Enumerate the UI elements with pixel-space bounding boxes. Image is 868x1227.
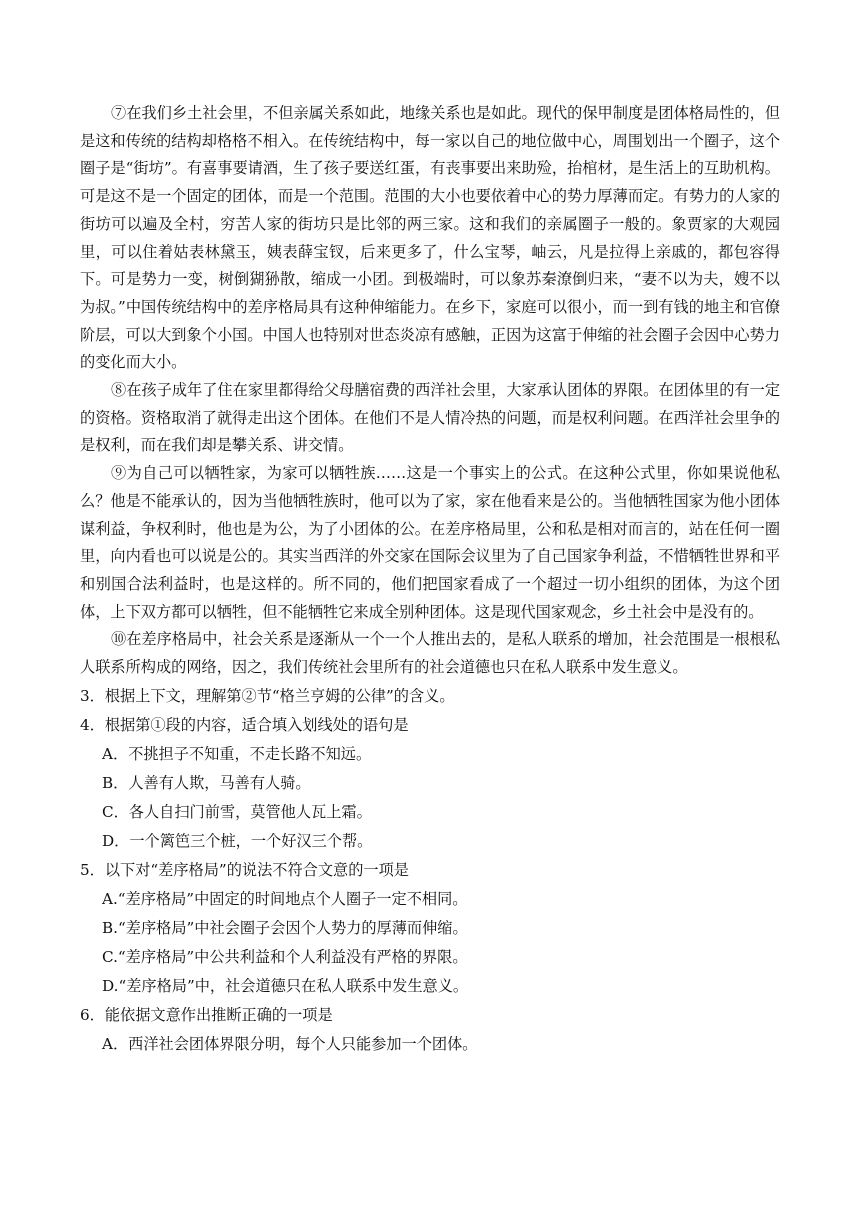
question-6-option-a: A．西洋社会团体界限分明，每个人只能参加一个团体。 bbox=[102, 1034, 478, 1053]
question-5-option-a: A.“差序格局”中固定的时间地点个人圈子一定不相同。 bbox=[102, 889, 468, 908]
paragraph-8: ⑧在孩子成年了住在家里都得给父母膳宿费的西洋社会里，大家承认团体的界限。在团体里的有一定的资格。资格取消了就得走出这个团体。在他们不是人情冷热的问题，而是权利问题。在西洋社会里争的是权利，而在我们却是攀关系、讲交情。 bbox=[80, 381, 780, 455]
question-4-option-d: D．一个篱笆三个桩，一个好汉三个帮。 bbox=[102, 831, 373, 850]
question-4-stem: 4．根据第①段的内容，适合填入划线处的语句是 bbox=[80, 715, 409, 734]
paragraph-7: ⑦在我们乡土社会里，不但亲属关系如此，地缘关系也是如此。现代的保甲制度是团体格局性的，但是这和传统的结构却格格不相入。在传统结构中，每一家以自己的地位做中心，周围划出一个圈子，这个圈子是“街坊”。有喜事要请酒，生了孩子要送红蛋，有丧事要出来助殓，抬棺材，是生活上的互助机构。可是这不是一个固定的团体，而是一个范围。范围的大小也要依着中心的势力厚薄而定。有势力的人家的街坊可以遍及全村，穷苦人家的街坊只是比邻的两三家。这和我们的亲属圈子一般的。象贾家的大观园里，可以住着姑表林黛玉，姨表薛宝钗，后来更多了，什么宝琴，岫云，凡是拉得上亲戚的，都包容得下。可是势力一变，树倒猢狲散，缩成一小团。到极端时，可以象苏秦潦倒归来，“妻不以为夫，嫂不以为叔。”中国传统结构中的差序格局具有这种伸缩能力。在乡下，家庭可以很小，而一到有钱的地主和官僚阶层，可以大到象个小国。中国人也特别对世态炎凉有感触，正因为这富于伸缩的社会圈子会因中心势力的变化而大小。 bbox=[80, 104, 780, 372]
question-5-stem: 5．以下对“差序格局”的说法不符合文意的一项是 bbox=[80, 860, 409, 879]
question-4-option-a: A．不挑担子不知重，不走长路不知远。 bbox=[102, 744, 372, 763]
question-5-option-c: C.“差序格局”中公共利益和个人利益没有严格的界限。 bbox=[102, 947, 468, 966]
paragraph-9: ⑨为自己可以牺牲家，为家可以牺牲族……这是一个事实上的公式。在这种公式里，你如果说他私么？他是不能承认的，因为当他牺牲族时，他可以为了家，家在他看来是公的。当他牺牲国家为他小团体谋利益，争权利时，他也是为公，为了小团体的公。在差序格局里，公和私是相对而言的，站在任何一圈里，向内看也可以说是公的。其实当西洋的外交家在国际会议里为了自己国家争利益，不惜牺牲世界和平和别国合法利益时，也是这样的。所不同的，他们把国家看成了一个超过一切小组织的团体，为这个团体，上下双方都可以牺牲，但不能牺牲它来成全别种团体。这是现代国家观念，乡土社会中是没有的。 bbox=[80, 464, 780, 621]
document-body bbox=[80, 100, 780, 1059]
question-5-option-b: B.“差序格局”中社会圈子会因个人势力的厚薄而伸缩。 bbox=[102, 918, 468, 937]
question-6-stem: 6．能依据文意作出推断正确的一项是 bbox=[80, 1005, 333, 1024]
question-4-option-b: B．人善有人欺，马善有人骑。 bbox=[102, 773, 311, 792]
question-5-option-d: D.“差序格局”中，社会道德只在私人联系中发生意义。 bbox=[102, 976, 469, 995]
paragraph-10: ⑩在差序格局中，社会关系是逐渐从一个一个人推出去的，是私人联系的增加，社会范围是一根根私人联系所构成的网络，因之，我们传统社会里所有的社会道德也只在私人联系中发生意义。 bbox=[80, 630, 780, 677]
question-4-option-c: C．各人自扫门前雪，莫管他人瓦上霜。 bbox=[102, 802, 372, 821]
question-3: 3．根据上下文，理解第②节“格兰亨姆的公律”的含义。 bbox=[80, 686, 455, 705]
